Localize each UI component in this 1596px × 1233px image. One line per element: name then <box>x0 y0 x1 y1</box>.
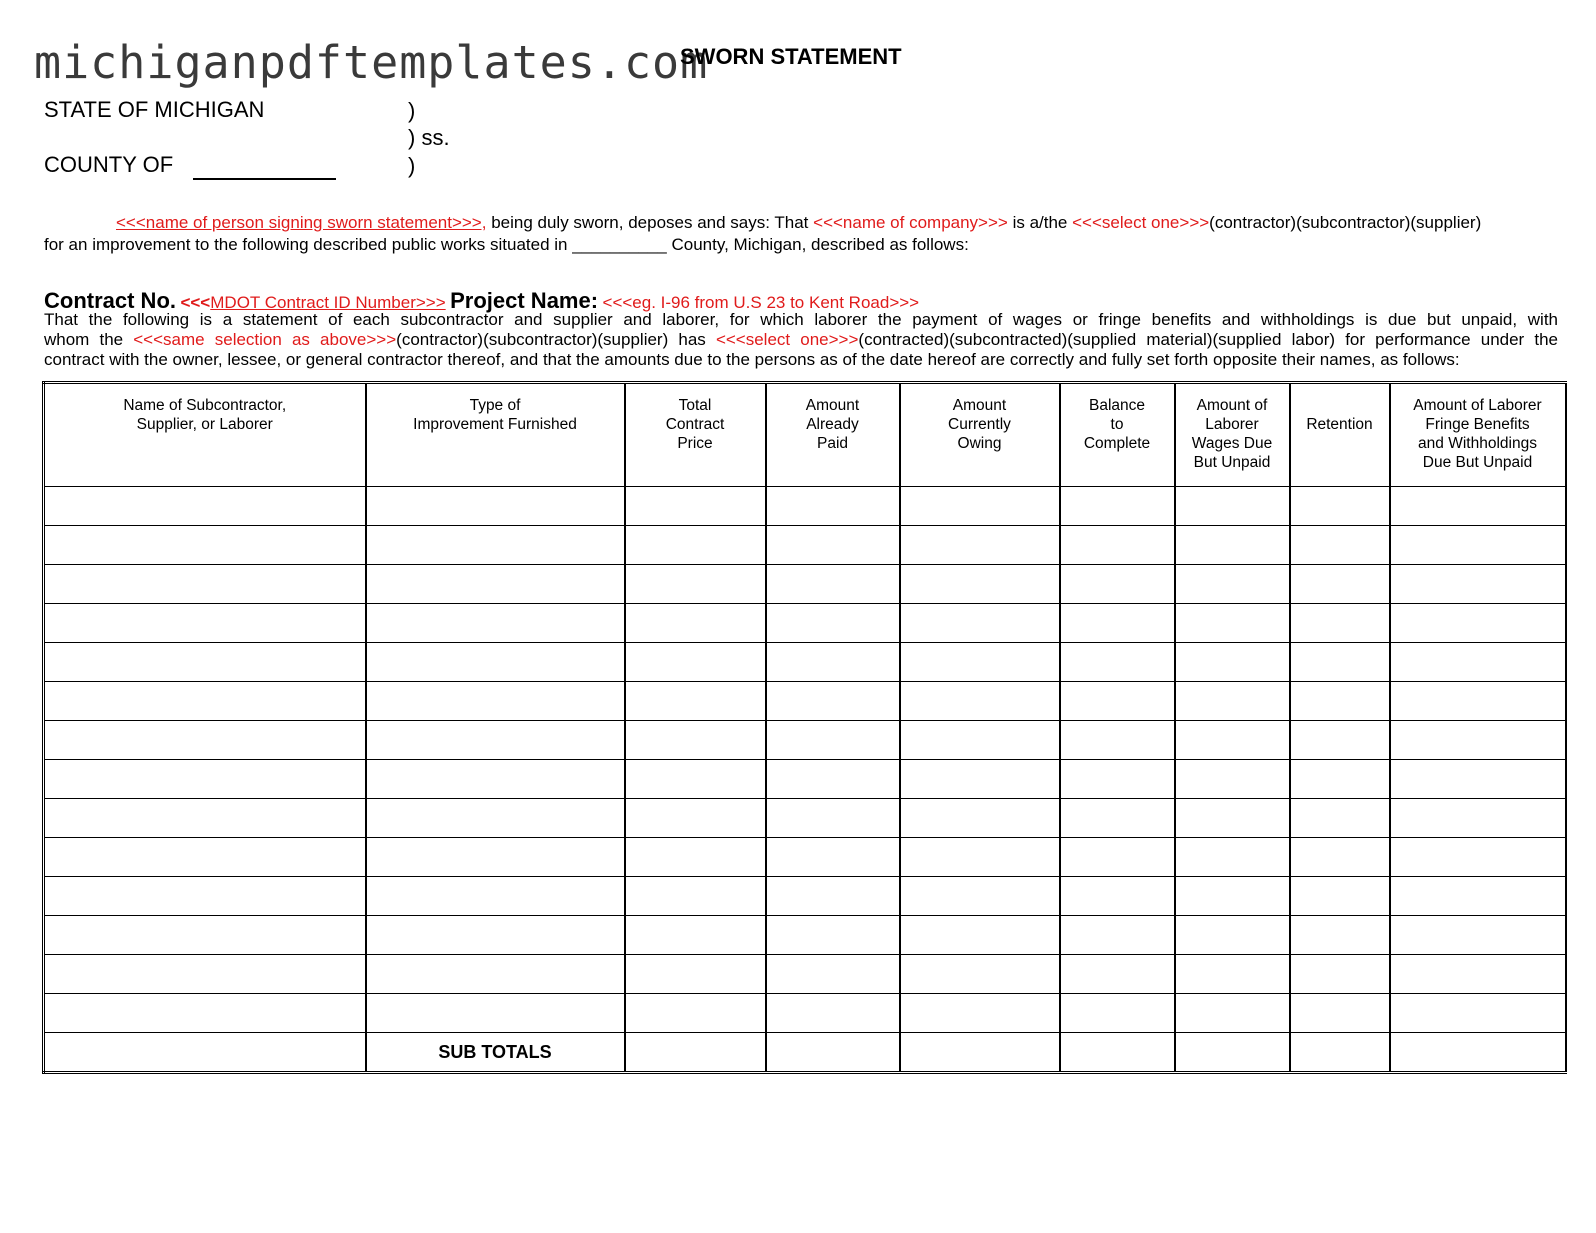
table-cell[interactable] <box>1290 721 1390 760</box>
table-cell[interactable] <box>900 487 1060 526</box>
table-cell[interactable] <box>766 760 900 799</box>
table-cell[interactable] <box>44 487 366 526</box>
table-cell[interactable] <box>900 682 1060 721</box>
column-header-8: Amount of Laborer Fringe Benefits and Withholdings Due But Unpaid <box>1390 383 1566 487</box>
table-cell[interactable] <box>366 799 625 838</box>
table-cell[interactable] <box>1060 526 1175 565</box>
table-cell[interactable] <box>625 682 766 721</box>
table-cell[interactable] <box>1060 877 1175 916</box>
table-cell[interactable] <box>625 526 766 565</box>
table-cell[interactable] <box>1290 994 1390 1033</box>
table-cell[interactable] <box>1390 604 1566 643</box>
subtotals-row <box>44 1033 1566 1073</box>
table-cell[interactable] <box>625 643 766 682</box>
table-cell[interactable] <box>1175 643 1290 682</box>
subtotal-cell <box>44 1033 366 1073</box>
table-cell[interactable] <box>625 760 766 799</box>
table-cell[interactable] <box>625 838 766 877</box>
table-cell[interactable] <box>766 487 900 526</box>
table-cell[interactable] <box>1060 721 1175 760</box>
table-cell[interactable] <box>900 565 1060 604</box>
table-cell[interactable] <box>1390 955 1566 994</box>
column-header-3: Amount Already Paid <box>766 383 900 487</box>
table-cell[interactable] <box>766 682 900 721</box>
table-cell[interactable] <box>44 526 366 565</box>
same-selection-field[interactable]: <<<same selection as above>>> <box>133 330 397 349</box>
table-cell[interactable] <box>366 994 625 1033</box>
table-cell[interactable] <box>1390 799 1566 838</box>
table-row <box>44 487 1566 526</box>
table-cell[interactable] <box>900 604 1060 643</box>
table-cell[interactable] <box>1060 916 1175 955</box>
contract-label: Contract No. <box>44 288 176 313</box>
table-cell[interactable] <box>625 955 766 994</box>
table-cell[interactable] <box>44 760 366 799</box>
table-cell[interactable] <box>366 955 625 994</box>
table-cell[interactable] <box>366 916 625 955</box>
table-cell[interactable] <box>366 682 625 721</box>
contract-row: Contract No. <<<MDOT Contract ID Number>>> Project Name: <<<eg. I-96 from U.S 23 to Kent Road>>> <box>44 288 920 313</box>
table-cell[interactable] <box>44 877 366 916</box>
statement-line-1: That the following is a statement of each subcontractor and supplier and laborer, for which laborer the payment of wages or fringe benefits and withholdings is due but unpaid, with <box>44 310 1558 329</box>
statement-line-3: contract with the owner, lessee, or general contractor thereof, and that the amounts due to the persons as of the date hereof are correctly and fully set forth opposite their names, as follows: <box>44 350 1460 369</box>
table-cell[interactable] <box>366 760 625 799</box>
table-cell[interactable] <box>625 877 766 916</box>
county-label: COUNTY OF <box>44 152 174 177</box>
table-cell[interactable] <box>1175 487 1290 526</box>
table-cell[interactable] <box>1175 565 1290 604</box>
table-cell[interactable] <box>1290 565 1390 604</box>
table-cell[interactable] <box>1390 994 1566 1033</box>
sworn-statement-table <box>42 381 1567 1074</box>
table-cell[interactable] <box>1175 526 1290 565</box>
table-cell[interactable] <box>1390 682 1566 721</box>
table-cell[interactable] <box>44 994 366 1033</box>
table-cell[interactable] <box>366 721 625 760</box>
venue-paren-3: ) <box>408 153 416 178</box>
table-cell[interactable] <box>766 526 900 565</box>
table-cell[interactable] <box>1060 994 1175 1033</box>
company-name-field[interactable]: <<<name of company>>> <box>813 213 1008 232</box>
table-row <box>44 643 1566 682</box>
table-cell[interactable] <box>1290 760 1390 799</box>
table-row <box>44 721 1566 760</box>
table-row <box>44 760 1566 799</box>
table-cell[interactable] <box>900 916 1060 955</box>
table-cell[interactable] <box>625 565 766 604</box>
table-cell[interactable] <box>1175 916 1290 955</box>
table-cell[interactable] <box>766 838 900 877</box>
table-row <box>44 799 1566 838</box>
table-cell[interactable] <box>766 877 900 916</box>
table-cell[interactable] <box>1175 994 1290 1033</box>
table-cell[interactable] <box>1060 760 1175 799</box>
column-header-4: Amount Currently Owing <box>900 383 1060 487</box>
table-cell[interactable] <box>1175 799 1290 838</box>
table-row <box>44 838 1566 877</box>
table-cell[interactable] <box>900 877 1060 916</box>
table-cell[interactable] <box>1060 838 1175 877</box>
table-cell[interactable] <box>900 721 1060 760</box>
table-cell[interactable] <box>44 838 366 877</box>
table-cell[interactable] <box>1290 682 1390 721</box>
table-cell[interactable] <box>1390 721 1566 760</box>
watermark: michiganpdftemplates.com <box>34 36 709 89</box>
table-cell[interactable] <box>1390 565 1566 604</box>
table-row <box>44 565 1566 604</box>
table-cell[interactable] <box>1290 955 1390 994</box>
subtotal-cell[interactable] <box>625 1033 766 1073</box>
state-label: STATE OF MICHIGAN <box>44 97 265 122</box>
table-cell[interactable] <box>1390 526 1566 565</box>
table-cell[interactable] <box>900 994 1060 1033</box>
table-cell[interactable] <box>766 799 900 838</box>
table-row <box>44 877 1566 916</box>
table-cell[interactable] <box>44 916 366 955</box>
table-cell[interactable] <box>766 955 900 994</box>
contract-id-field[interactable]: MDOT Contract ID Number>>> <box>210 293 446 312</box>
table-cell[interactable] <box>766 565 900 604</box>
table-cell[interactable] <box>44 799 366 838</box>
table-cell[interactable] <box>1175 877 1290 916</box>
table-cell[interactable] <box>1060 799 1175 838</box>
venue-paren-2: ) ss. <box>408 125 450 150</box>
table-cell[interactable] <box>366 604 625 643</box>
table-cell[interactable] <box>44 643 366 682</box>
person-name-field[interactable]: <<<name of person signing sworn statement>>>, <box>116 213 487 232</box>
table-cell[interactable] <box>1060 604 1175 643</box>
intro-line-1: <<<name of person signing sworn statement>>>, being duly sworn, deposes and says: That <<<name of company>>> is a/the <<<select one>>>(contractor)(subcontractor)(supplier) <box>116 213 1482 232</box>
table-cell[interactable] <box>900 838 1060 877</box>
subtotal-cell[interactable] <box>766 1033 900 1073</box>
table-cell[interactable] <box>900 526 1060 565</box>
table-cell[interactable] <box>1290 838 1390 877</box>
table-cell[interactable] <box>1390 487 1566 526</box>
table-cell[interactable] <box>766 916 900 955</box>
table-row <box>44 916 1566 955</box>
table-cell[interactable] <box>1060 487 1175 526</box>
intro-line-2: for an improvement to the following described public works situated in __________ County, Michigan, described as follows: <box>44 235 969 254</box>
table-cell[interactable] <box>625 721 766 760</box>
table-cell[interactable] <box>1290 487 1390 526</box>
project-name-field[interactable]: <<<eg. I-96 from U.S 23 to Kent Road>>> <box>602 293 920 312</box>
table-cell[interactable] <box>366 526 625 565</box>
subtotals-label: SUB TOTALS <box>366 1033 625 1073</box>
column-header-6: Amount of Laborer Wages Due But Unpaid <box>1175 383 1290 487</box>
table-cell[interactable] <box>366 487 625 526</box>
table-cell[interactable] <box>1175 682 1290 721</box>
project-label: Project Name: <box>450 288 599 313</box>
table-row <box>44 682 1566 721</box>
column-header-5: Balance to Complete <box>1060 383 1175 487</box>
table-cell[interactable] <box>44 721 366 760</box>
table-cell[interactable] <box>1175 760 1290 799</box>
table-cell[interactable] <box>1060 643 1175 682</box>
table-cell[interactable] <box>900 799 1060 838</box>
table-cell[interactable] <box>1390 760 1566 799</box>
table-row <box>44 955 1566 994</box>
table-cell[interactable] <box>1175 955 1290 994</box>
table-cell[interactable] <box>1390 916 1566 955</box>
table-cell[interactable] <box>625 487 766 526</box>
column-header-1: Type of Improvement Furnished <box>366 383 625 487</box>
table-row <box>44 604 1566 643</box>
subtotal-cell[interactable] <box>1290 1033 1390 1073</box>
table-cell[interactable] <box>625 916 766 955</box>
subtotal-cell[interactable] <box>900 1033 1060 1073</box>
table-cell[interactable] <box>366 565 625 604</box>
table-cell[interactable] <box>766 604 900 643</box>
table-cell[interactable] <box>1060 565 1175 604</box>
table-header-row <box>44 383 1566 487</box>
supply-select-field[interactable]: <<<select one>>> <box>715 330 859 349</box>
subtotal-cell[interactable] <box>1060 1033 1175 1073</box>
venue-paren-1: ) <box>408 98 416 123</box>
table-cell[interactable] <box>1175 604 1290 643</box>
table-cell[interactable] <box>766 643 900 682</box>
role-select-field[interactable]: <<<select one>>> <box>1072 213 1210 232</box>
table-cell[interactable] <box>44 604 366 643</box>
table-cell[interactable] <box>1060 682 1175 721</box>
table-cell[interactable] <box>366 838 625 877</box>
column-header-2: Total Contract Price <box>625 383 766 487</box>
table-row <box>44 994 1566 1033</box>
table-cell[interactable] <box>766 721 900 760</box>
table-cell[interactable] <box>625 994 766 1033</box>
table-cell[interactable] <box>366 877 625 916</box>
table-cell[interactable] <box>1290 799 1390 838</box>
column-header-0: Name of Subcontractor, Supplier, or Laborer <box>44 383 366 487</box>
statement-line-2: whom the <<<same selection as above>>>(contractor)(subcontractor)(supplier) has <<<select one>>>(contracted)(subcontracted)(supplied material)(supplied labor) for performance under the <box>44 330 1558 349</box>
table-cell[interactable] <box>1175 838 1290 877</box>
table-cell[interactable] <box>900 643 1060 682</box>
table-cell[interactable] <box>1390 838 1566 877</box>
table-cell[interactable] <box>1390 877 1566 916</box>
table-cell[interactable] <box>900 760 1060 799</box>
table-cell[interactable] <box>766 994 900 1033</box>
subtotal-cell[interactable] <box>1390 1033 1566 1073</box>
table-cell[interactable] <box>1290 604 1390 643</box>
table-cell[interactable] <box>900 955 1060 994</box>
table-row <box>44 526 1566 565</box>
county-blank-field[interactable] <box>193 178 336 180</box>
table-cell[interactable] <box>44 565 366 604</box>
subtotal-cell[interactable] <box>1175 1033 1290 1073</box>
table-cell[interactable] <box>625 799 766 838</box>
table-cell[interactable] <box>1290 526 1390 565</box>
table-cell[interactable] <box>1060 955 1175 994</box>
table-cell[interactable] <box>1290 643 1390 682</box>
table-cell[interactable] <box>44 955 366 994</box>
table-cell[interactable] <box>625 604 766 643</box>
table-cell[interactable] <box>1290 877 1390 916</box>
table-cell[interactable] <box>44 682 366 721</box>
page-title: SWORN STATEMENT <box>680 44 902 69</box>
table-cell[interactable] <box>1175 721 1290 760</box>
table-cell[interactable] <box>1290 916 1390 955</box>
table-cell[interactable] <box>366 643 625 682</box>
table-cell[interactable] <box>1390 643 1566 682</box>
column-header-7: Retention <box>1290 383 1390 487</box>
